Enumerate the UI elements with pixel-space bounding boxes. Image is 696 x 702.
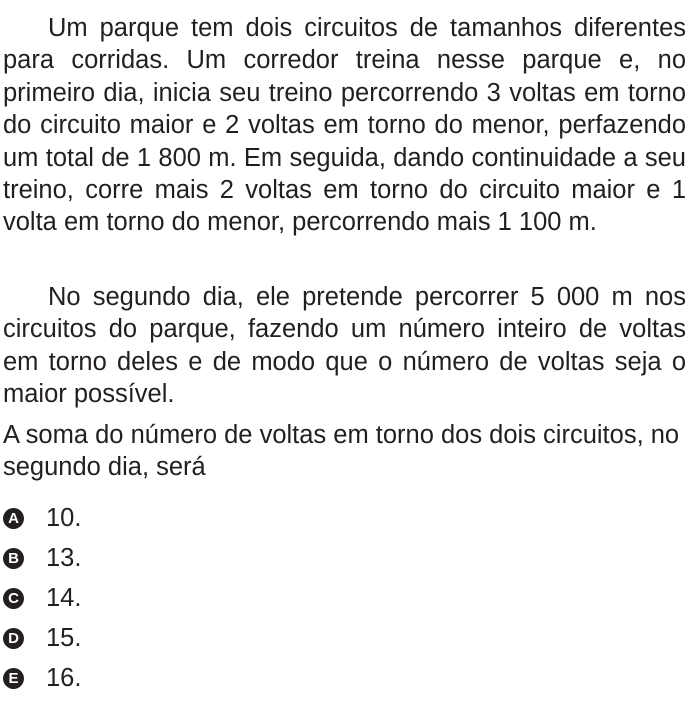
option-e-letter-badge: E: [3, 668, 24, 689]
option-d[interactable]: [3, 618, 81, 658]
option-b-letter-badge: B: [3, 548, 24, 569]
option-c[interactable]: [3, 578, 81, 618]
option-a-letter-badge: A: [3, 508, 24, 529]
option-a-text: 10.: [46, 504, 82, 532]
option-e[interactable]: [3, 658, 81, 698]
option-d-text: 15.: [46, 624, 82, 652]
option-d-letter-badge: D: [3, 628, 24, 649]
option-b-text: 13.: [46, 544, 82, 572]
question-stem: A soma do número de voltas em torno dos dois circuitos, no segundo dia, será: [3, 421, 680, 482]
answer-options: [3, 498, 81, 698]
option-c-letter-badge: C: [3, 588, 24, 609]
question-paragraph-1: Um parque tem dois circuitos de tamanhos diferentes para corridas. Um corredor treina nesse parque e, no primeiro dia, inicia seu treino percorrendo 3 voltas em torno do circuito maior e 2 voltas em torno do menor, perfazendo um total de 1 800 m. Em seguida, dando continuidade a seu treino, corre mais 2 voltas em torno do circuito maior e 1 volta em torno do menor, percorrendo mais 1 100 m.: [3, 14, 686, 237]
option-b[interactable]: [3, 538, 81, 578]
option-e-text: 16.: [46, 664, 82, 692]
question-paragraph-2: No segundo dia, ele pretende percorrer 5 000 m nos circuitos do parque, fazendo um número inteiro de voltas em torno deles e de modo que o número de voltas seja o maior possível.: [3, 283, 686, 409]
option-a[interactable]: [3, 498, 81, 538]
option-c-text: 14.: [46, 584, 82, 612]
